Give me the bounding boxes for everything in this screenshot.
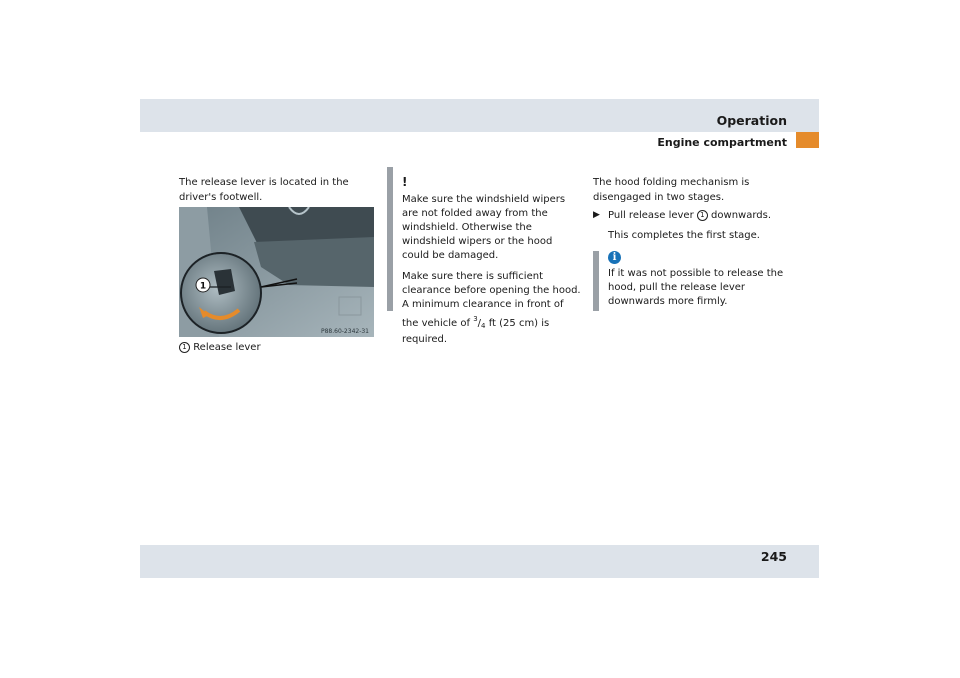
warning-icon: ! (402, 175, 408, 189)
hood-mechanism-intro: The hood folding mechanism is disengaged in two stages. (593, 177, 750, 203)
caption-text: Release lever (193, 342, 261, 353)
figure-callout-number: 1 (199, 281, 207, 292)
footer-band (140, 545, 819, 578)
figure-caption (179, 340, 379, 355)
step-number-badge: 1 (697, 210, 708, 221)
release-lever-photo (179, 207, 374, 337)
warning-paragraph-1: Make sure the windshield wipers are not folded away from the windshield. Otherwise the windshield wipers or the hood could be damaged. (402, 194, 566, 261)
info-icon: i (608, 251, 621, 264)
info-bar (593, 251, 599, 311)
page-number: 245 (760, 549, 787, 564)
section-tab-marker (796, 132, 819, 148)
step-result: This completes the first stage. (608, 230, 760, 241)
info-text: If it was not possible to release the hood, pull the release lever downwards more firmly. (608, 268, 784, 307)
info-note (608, 251, 793, 309)
step-pull-lever: ▶ Pull release lever 1 downwards. This completes the first stage. (593, 208, 793, 243)
release-lever-intro: The release lever is located in the driver's footwell. (179, 177, 349, 203)
subsection-title: Engine compartment (657, 136, 787, 149)
release-lever-figure (179, 207, 374, 337)
step-arrow-icon: ▶ (593, 210, 600, 220)
caption-number-badge: 1 (179, 342, 190, 353)
figure-code: P88.60-2342-31 (320, 328, 369, 335)
warning-paragraph-2: Make sure there is sufficient clearance before opening the hood. A minimum clearance in front of the vehicle of $^3/_4$ ft (25 cm) is required. (402, 271, 581, 345)
warning-note (402, 175, 582, 354)
warning-bar (387, 167, 393, 311)
section-title: Operation (716, 113, 787, 128)
